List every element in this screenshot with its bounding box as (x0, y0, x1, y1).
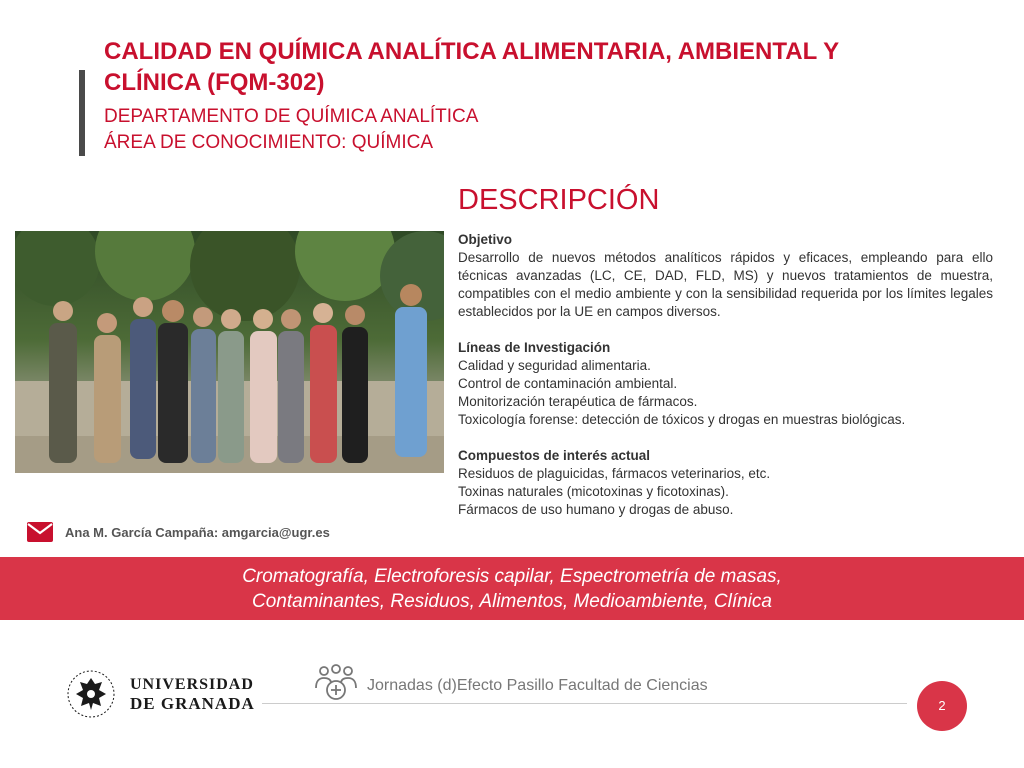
research-line: Monitorización terapéutica de fármacos. (458, 394, 698, 409)
research-line: Calidad y seguridad alimentaria. (458, 358, 651, 373)
contact-row (27, 520, 330, 544)
compound-item: Fármacos de uso humano y drogas de abuso. (458, 502, 734, 517)
university-name-line-2: DE GRANADA (130, 694, 255, 713)
university-logo (66, 668, 255, 720)
compound-item: Residuos de plaguicidas, fármacos veterinarios, etc. (458, 466, 771, 481)
keywords-line-1: Cromatografía, Electroforesis capilar, Espectrometría de masas, (242, 565, 782, 587)
university-emblem-icon (66, 668, 116, 720)
mail-icon (27, 522, 53, 542)
department-label: DEPARTAMENTO DE QUÍMICA ANALÍTICA (104, 106, 479, 127)
footer-divider (262, 703, 907, 704)
objective-label: Objetivo (458, 232, 513, 247)
compound-item: Toxinas naturales (micotoxinas y ficotoxinas). (458, 484, 729, 499)
page-title: CALIDAD EN QUÍMICA ANALÍTICA ALIMENTARIA, AMBIENTAL Y CLÍNICA (FQM-302) (104, 38, 839, 96)
university-name-line-1: UNIVERSIDAD (130, 676, 254, 693)
description-heading: DESCRIPCIÓN (458, 184, 660, 216)
research-lines-label: Líneas de Investigación (458, 340, 611, 355)
title-accent-bar (79, 70, 85, 156)
page-number-badge: 2 (917, 681, 967, 731)
description-body (458, 231, 993, 519)
people-group-icon (313, 664, 359, 702)
event-name: Jornadas (d)Efecto Pasillo Facultad de Ciencias (367, 677, 708, 694)
keywords-line-2: Contaminantes, Residuos, Alimentos, Medioambiente, Clínica (252, 590, 772, 612)
area-label: ÁREA DE CONOCIMIENTO: QUÍMICA (104, 132, 434, 153)
research-line: Toxicología forense: detección de tóxicos y drogas en muestras biológicas. (458, 412, 906, 427)
research-line: Control de contaminación ambiental. (458, 376, 678, 391)
contact-email[interactable]: Ana M. García Campaña: amgarcia@ugr.es (65, 524, 330, 540)
keywords-band (0, 557, 1024, 620)
objective-text: Desarrollo de nuevos métodos analíticos rápidos y eficaces, empleando para ello técnicas avanzadas (LC, CE, DAD, FLD, MS) y nuevos tratamientos de muestra, compatibles con el medio ambiente y con la sensibilidad requerida por los límites legales establecidos por la UE en campos diversos. (458, 250, 993, 319)
subtitle-block (104, 104, 478, 156)
compounds-label: Compuestos de interés actual (458, 448, 651, 463)
group-photo (15, 231, 444, 473)
